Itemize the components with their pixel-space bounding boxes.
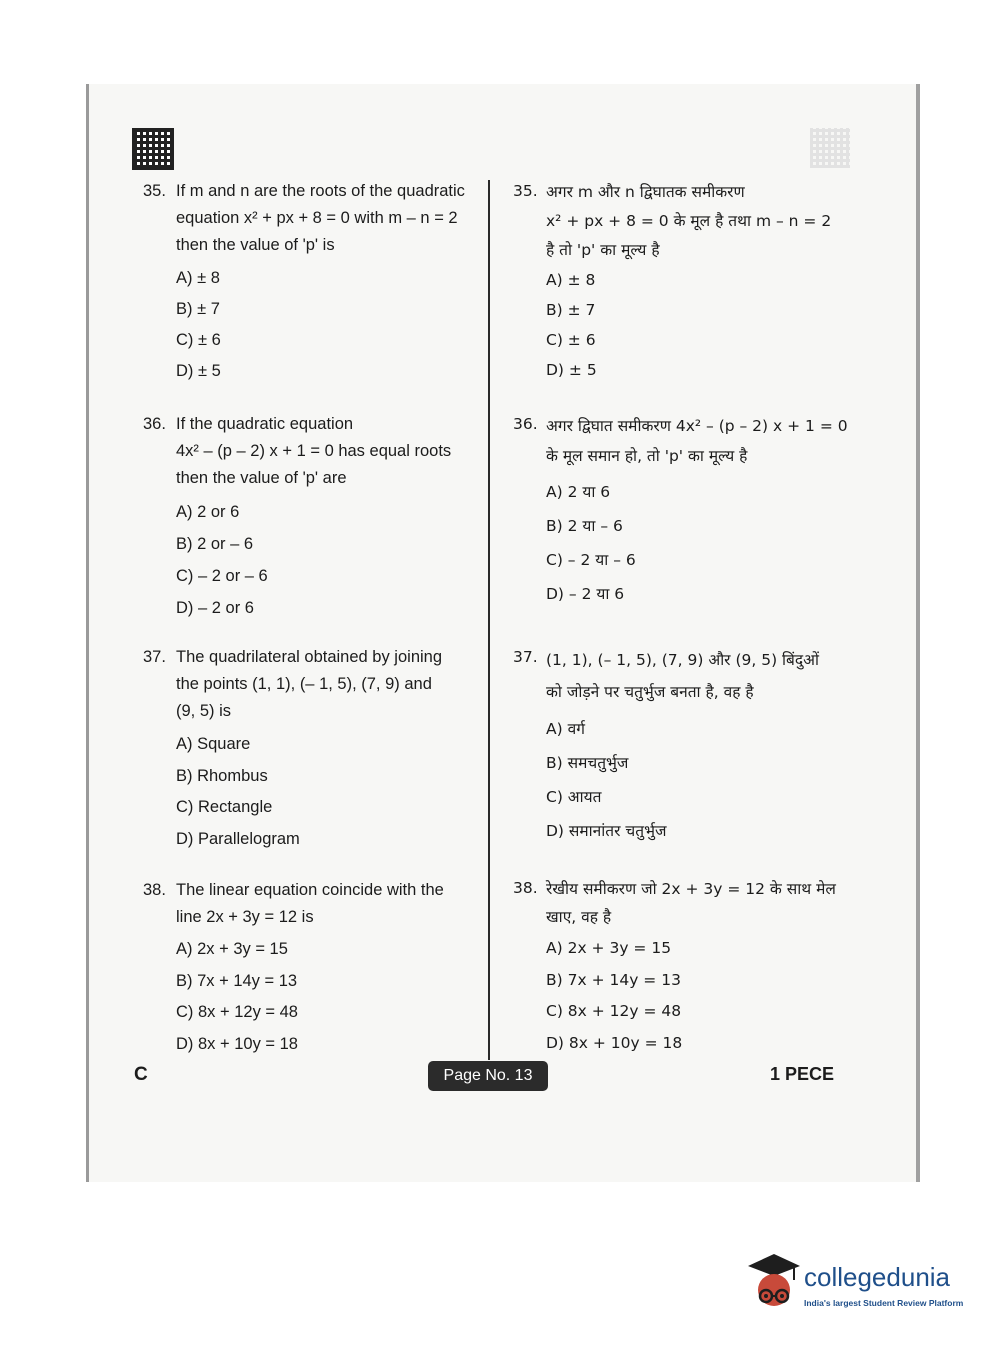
option-a: A) 2x + 3y = 15 [546, 939, 672, 957]
question-text [546, 875, 836, 931]
option-a: A) वर्ग [546, 720, 585, 738]
question-line: है तो 'p' का मूल्य है [546, 241, 660, 259]
question-line: के मूल समान हो, तो 'p' का मूल्य है [546, 447, 748, 465]
option-c: C) – 2 या – 6 [546, 551, 636, 569]
option-d: D) 8x + 10y = 18 [176, 1034, 298, 1053]
option-b: B) Rhombus [176, 766, 268, 785]
option-b: B) 2 या – 6 [546, 517, 623, 535]
question-text [176, 178, 465, 259]
question-line: (9, 5) is [176, 702, 232, 720]
question-text [176, 644, 442, 725]
option-b: B) समचतुर्भुज [546, 754, 629, 772]
option-c: C) Rectangle [176, 798, 273, 816]
options [143, 934, 444, 1060]
option-b: B) 7x + 14y = 13 [546, 970, 681, 989]
question-37-hi [513, 644, 819, 848]
question-text [176, 877, 444, 931]
question-line: रेखीय समीकरण जो 2x + 3y = 12 के साथ मेल [546, 880, 836, 898]
options [143, 263, 465, 387]
option-c: C) आयत [546, 788, 602, 806]
question-line: खाए, वह है [546, 908, 612, 926]
question-37-en [143, 644, 442, 855]
set-code: C [134, 1064, 148, 1085]
question-number: 38. [143, 881, 166, 899]
question-35-en [143, 178, 465, 387]
question-line: अगर द्विघात समीकरण 4x² – (p – 2) x + 1 = 0 [546, 417, 848, 435]
options [143, 729, 442, 855]
question-line: x² + px + 8 = 0 के मूल है तथा m – n = 2 [546, 212, 832, 230]
option-d: D) – 2 या 6 [546, 585, 625, 603]
paper-code: 1 PECE [770, 1064, 835, 1084]
option-b: B) ± 7 [546, 301, 596, 319]
option-a: A) Square [176, 735, 251, 753]
question-line: the points (1, 1), (– 1, 5), (7, 9) and [176, 675, 432, 693]
question-line: The linear equation coincide with the [176, 881, 444, 899]
brand-tagline: India's largest Student Review Platform [804, 1298, 964, 1308]
question-number: 35. [513, 182, 538, 200]
option-b: B) 7x + 14y = 13 [176, 971, 298, 990]
question-line: अगर m और n द्विघातक समीकरण [546, 183, 745, 201]
qr-code [134, 130, 172, 168]
option-a: A) 2 या 6 [546, 483, 611, 501]
question-number: 36. [513, 415, 538, 433]
options [513, 475, 848, 611]
question-38-en [143, 877, 444, 1060]
page-number-badge: Page No. 13 [428, 1061, 548, 1091]
option-d: D) ± 5 [546, 361, 597, 379]
option-a: A) 2x + 3y = 15 [176, 940, 288, 958]
option-d: D) 8x + 10y = 18 [546, 1033, 683, 1052]
question-number: 37. [513, 648, 538, 666]
question-line: equation x² + px + 8 = 0 with m – n = 2 [176, 209, 458, 227]
option-a: A) 2 or 6 [176, 503, 240, 521]
options [513, 712, 819, 848]
question-line: को जोड़ने पर चतुर्भुज बनता है, वह है [546, 683, 754, 701]
option-c: C) ± 6 [546, 331, 596, 349]
question-number: 38. [513, 879, 538, 897]
collegedunia-logo[interactable] [744, 1250, 970, 1320]
options [513, 933, 836, 1059]
question-number: 37. [143, 648, 166, 666]
option-d: D) – 2 or 6 [176, 599, 254, 617]
question-number: 36. [143, 415, 166, 433]
options [143, 496, 451, 624]
option-c: C) 8x + 12y = 48 [176, 1003, 298, 1021]
option-b: B) 2 or – 6 [176, 535, 254, 553]
question-35-hi [513, 178, 831, 385]
question-36-hi [513, 411, 848, 611]
question-line: then the value of 'p' are [176, 469, 347, 487]
brand-name: collegedunia [804, 1262, 951, 1292]
question-line: If the quadratic equation [176, 415, 354, 433]
option-a: A) ± 8 [546, 271, 596, 289]
faint-qr-code [810, 128, 850, 168]
question-line: then the value of 'p' is [176, 236, 335, 254]
question-line: If m and n are the roots of the quadratic [176, 182, 465, 200]
option-d: D) Parallelogram [176, 829, 300, 848]
question-text [546, 411, 848, 471]
question-38-hi [513, 875, 836, 1059]
question-line: line 2x + 3y = 12 is [176, 908, 314, 926]
mascot-icon [744, 1250, 802, 1320]
option-c: C) 8x + 12y = 48 [546, 1002, 682, 1020]
option-d: D) समानांतर चतुर्भुज [546, 822, 667, 840]
column-divider [488, 180, 490, 1060]
option-b: B) ± 7 [176, 300, 220, 318]
question-text [546, 178, 831, 265]
options [513, 265, 831, 385]
question-line: (1, 1), (– 1, 5), (7, 9) और (9, 5) बिंदुओं [546, 651, 819, 669]
question-text [176, 411, 451, 492]
option-c: C) – 2 or – 6 [176, 567, 268, 585]
option-d: D) ± 5 [176, 362, 221, 380]
option-a: A) ± 8 [176, 269, 220, 287]
question-text [546, 644, 819, 708]
question-line: 4x² – (p – 2) x + 1 = 0 has equal roots [176, 442, 452, 460]
question-number: 35. [143, 182, 166, 200]
question-36-en [143, 411, 451, 624]
option-c: C) ± 6 [176, 331, 221, 349]
question-line: The quadrilateral obtained by joining [176, 648, 443, 666]
